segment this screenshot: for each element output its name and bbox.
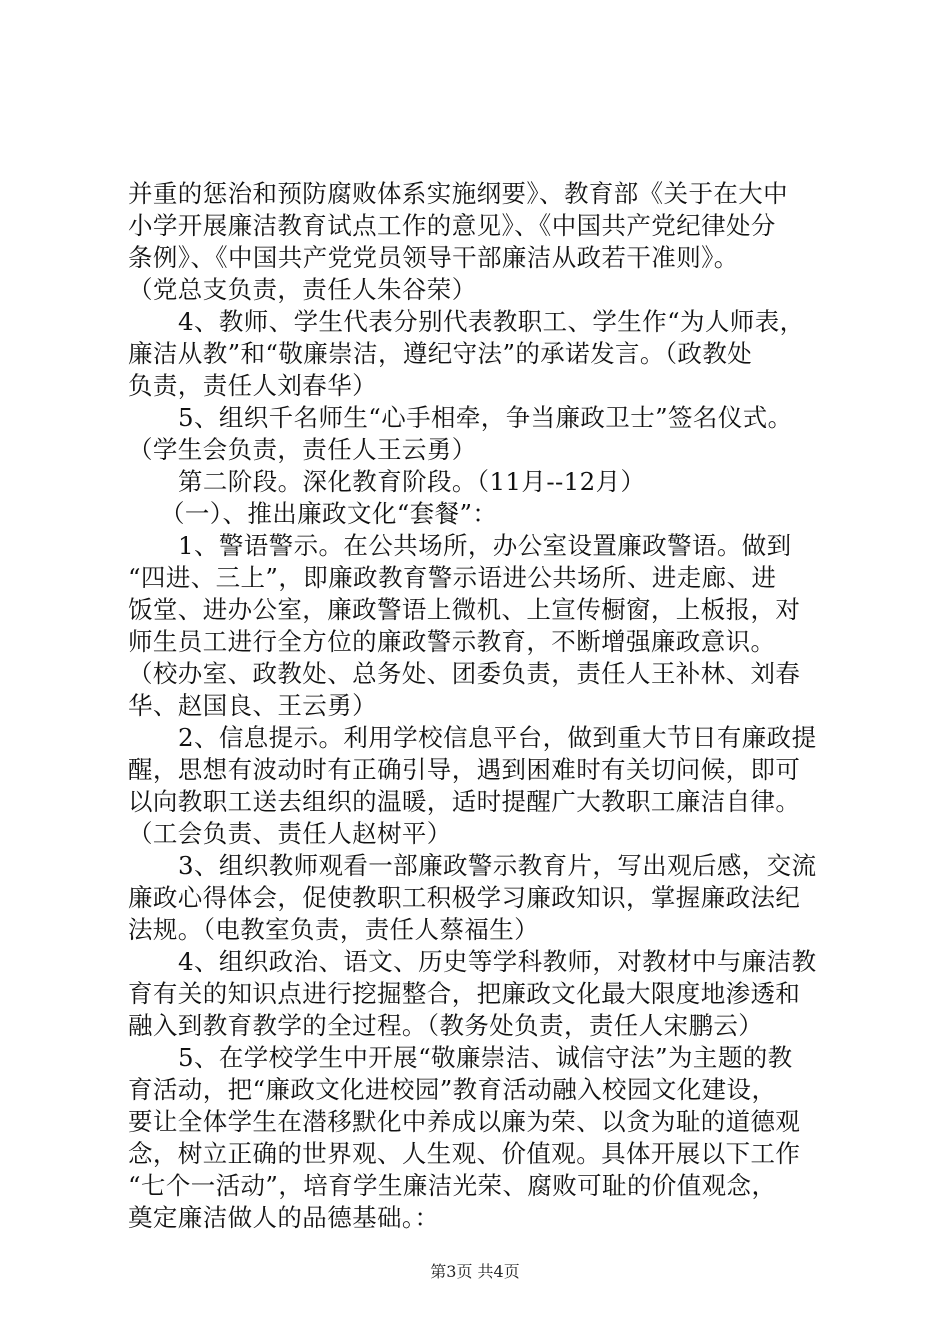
text-line: 4、教师、学生代表分别代表教职工、学生作“为人师表， <box>178 307 805 336</box>
text-line: 念，树立正确的世界观、人生观、价值观。具体开展以下工作 <box>128 1139 801 1168</box>
text-line: （校办室、政教处、总务处、团委负责，责任人王补林、刘春 <box>128 659 801 688</box>
text-line: 1、警语警示。在公共场所，办公室设置廉政警语。做到 <box>178 531 792 560</box>
text-line: 3、组织教师观看一部廉政警示教育片，写出观后感，交流 <box>178 851 817 880</box>
section-heading: 第二阶段。深化教育阶段。（11月--12月） <box>178 467 646 496</box>
text-line: 华、赵国良、王云勇） <box>128 691 377 720</box>
text-line: 并重的惩治和预防腐败体系实施纲要》、教育部《关于在大中 <box>128 179 789 208</box>
text-line: 5、组织千名师生“心手相牵，争当廉政卫士”签名仪式。 <box>178 403 793 432</box>
page-footer: 第3页 共4页 <box>430 1262 520 1281</box>
text-line: 条例》、《中国共产党党员领导干部廉洁从政若干准则》。 <box>128 243 739 272</box>
text-line: 融入到教育教学的全过程。（教务处负责，责任人宋鹏云） <box>128 1011 764 1040</box>
text-line: 育有关的知识点进行挖掘整合，把廉政文化最大限度地渗透和 <box>128 979 801 1008</box>
text-line: 小学开展廉洁教育试点工作的意见》、《中国共产党纪律处分 <box>128 211 776 240</box>
text-line: 奠定廉洁做人的品德基础。： <box>128 1203 440 1232</box>
text-line: 廉洁从教”和“敬廉崇洁，遵纪守法”的承诺发言。（政教处 <box>128 339 753 368</box>
text-line: 5、在学校学生中开展“敬廉崇洁、诚信守法”为主题的教 <box>178 1043 793 1072</box>
text-line: （学生会负责，责任人王云勇） <box>128 435 477 464</box>
text-line: 法规。（电教室负责，责任人蔡福生） <box>128 915 540 944</box>
text-line: 要让全体学生在潜移默化中养成以廉为荣、以贪为耻的道德观 <box>128 1107 801 1136</box>
text-line: 廉政心得体会，促使教职工积极学习廉政知识，掌握廉政法纪 <box>128 883 801 912</box>
text-line: 育活动，把“廉政文化进校园”教育活动融入校园文化建设， <box>128 1075 777 1104</box>
text-line: （党总支负责，责任人朱谷荣） <box>128 275 477 304</box>
subsection-heading: （一）、推出廉政文化“套餐”： <box>160 499 498 528</box>
text-line: 以向教职工送去组织的温暖，适时提醒广大教职工廉洁自律。 <box>128 787 801 816</box>
text-line: “四进、三上”，即廉政教育警示语进公共场所、进走廊、进 <box>128 563 777 592</box>
text-line: 饭堂、进办公室，廉政警语上微机、上宣传橱窗，上板报，对 <box>128 595 801 624</box>
text-line: 负责，责任人刘春华） <box>128 371 377 400</box>
text-line: 醒，思想有波动时有正确引导，遇到困难时有关切问候，即可 <box>128 755 801 784</box>
text-line: 师生员工进行全方位的廉政警示教育，不断增强廉政意识。 <box>128 627 776 656</box>
text-line: （工会负责、责任人赵树平） <box>128 819 452 848</box>
text-line: “七个一活动”，培育学生廉洁光荣、腐败可耻的价值观念， <box>128 1171 777 1200</box>
text-line: 4、组织政治、语文、历史等学科教师，对教材中与廉洁教 <box>178 947 817 976</box>
text-line: 2、信息提示。利用学校信息平台，做到重大节日有廉政提 <box>178 723 817 752</box>
